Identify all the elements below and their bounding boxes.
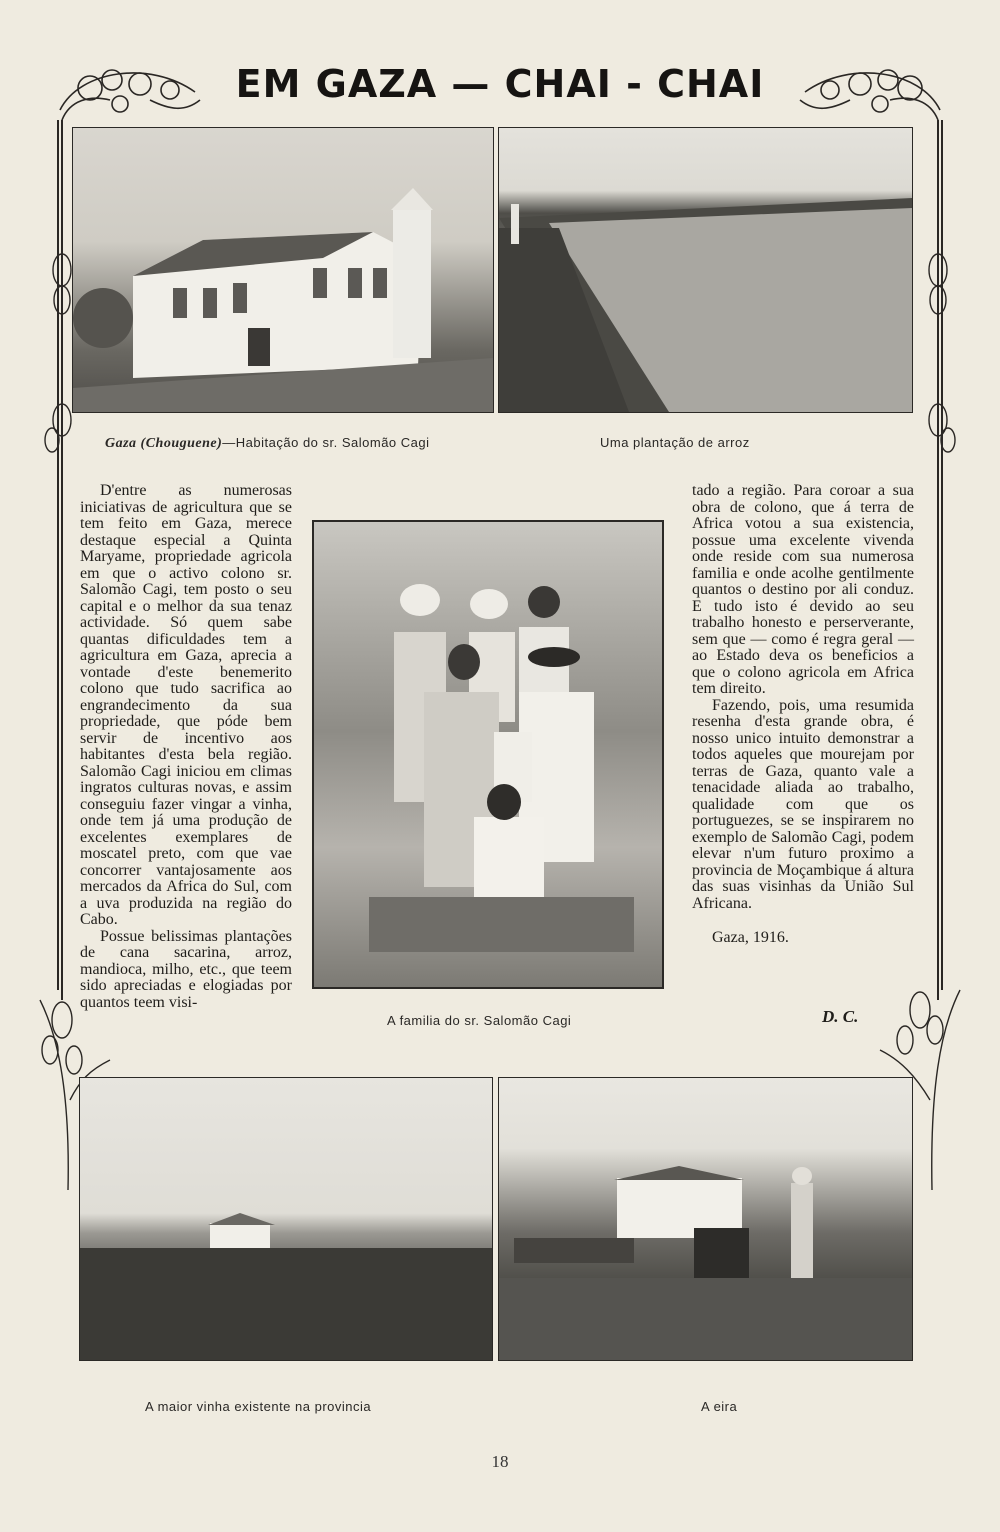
caption-house-text: —Habitação do sr. Salomão Cagi [222, 435, 430, 450]
caption-vineyard: A maior vinha existente na provincia [145, 1399, 372, 1414]
vineyard-illustration [80, 1078, 492, 1360]
photo-threshing-floor [498, 1077, 913, 1361]
page-number: 18 [491, 1452, 509, 1471]
threshing-floor-illustration [499, 1078, 912, 1360]
photo-rice-plantation [498, 127, 913, 413]
caption-house [105, 435, 430, 452]
caption-house-place: Gaza (Chouguene) [105, 436, 223, 451]
caption-threshing-floor: A eira [701, 1399, 738, 1414]
caption-family: A familia do sr. Salomão Cagi [387, 1013, 572, 1028]
photo-family [312, 520, 664, 989]
article-right-column [692, 483, 914, 947]
signature: D. C. [822, 1007, 859, 1026]
photo-house [72, 127, 494, 413]
dateline: Gaza, 1916. [712, 929, 789, 946]
family-illustration [314, 522, 662, 987]
caption-rice-plantation: Uma plantação de arroz [600, 435, 750, 450]
article-left-column [80, 483, 292, 1011]
rice-plantation-illustration [499, 128, 912, 412]
article-paragraph: Possue belissimas plantações de cana sacarina, arroz, mandioca, milho, etc., que teem sido apreciadas e elogiadas por quantos teem visi- [80, 927, 292, 1011]
article-paragraph: Fazendo, pois, uma resumida resenha d'esta grande obra, é nosso unico intuito demonstrar a todos aqueles que mourejam por terras de Gaza, quanto vale a tenacidade aliada ao trabalho, qualidade com que os portuguezes, se se inspirarem no exemplo de Salomão Cagi, podem elevar n'um futuro proximo a provincia de Moçambique á altura das suas visinhas da União Sul Africana. [692, 696, 914, 912]
page-title: EM GAZA — CHAI - CHAI [235, 62, 765, 106]
house-illustration [73, 128, 493, 412]
photo-vineyard [79, 1077, 493, 1361]
article-paragraph: tado a região. Para coroar a sua obra de colono, que á terra de Africa votou a sua existencia, possue uma excelente vivenda onde reside com sua numerosa familia e onde acolhe gentilmente quantos o destino por ali conduz. E tudo isto é devido ao seu trabalho honesto e perserverante, sem que — como é regra geral — ao Estado deva os beneficios a que o colono agricola em Africa tem direito. [692, 482, 914, 697]
article-paragraph: D'entre as numerosas iniciativas de agricultura que se tem feito em Gaza, merece destaque especial a Quinta Maryame, propriedade agricola em que o activo colono sr. Salomão Cagi, tem posto o seu capital e o melhor da sua tenaz actividade. Só quem sabe quantas dificuldades tem a agricultura em Gaza, aprecia a vontade d'este benemerito colono que tudo sacrifica ao engrandecimento da sua propriedade, que póde bem servir de incentivo aos habitantes d'esta bela região. Salomão Cagi iniciou em climas ingratos culturas novas, e assim conseguiu fazer vingar a vinha, onde tem já uma produção de excelentes exemplares de moscatel preto, com que vae concorrer vantajosamente aos mercados da Africa do Sul, com a uva produzida na região do Cabo. [80, 482, 292, 928]
